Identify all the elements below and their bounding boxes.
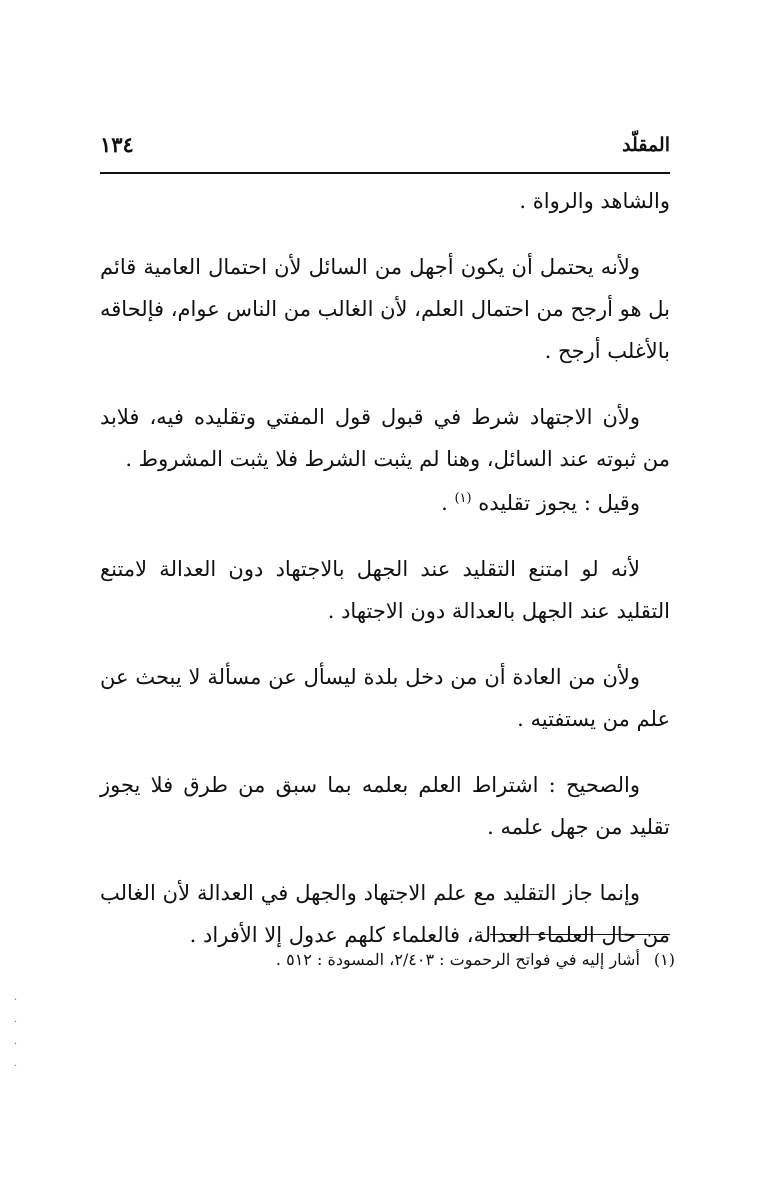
paragraph-end: . <box>441 491 448 515</box>
header-title: المقلّد <box>622 134 670 156</box>
footnote-text: أشار إليه في فواتح الرحموت : ٢/٤٠٣، المسودة : ٥١٢ . <box>275 950 640 969</box>
footnote-reference[interactable]: (١) <box>454 491 472 506</box>
paragraph: ولأن من العادة أن من دخل بلدة ليسأل عن مسألة لا يبحث عن علم من يستفتيه . <box>100 665 670 731</box>
paragraph: ولأن الاجتهاد شرط في قبول قول المفتي وتقليده فيه، فلابد من ثبوته عند السائل، وهنا لم يثبت الشرط فلا يثبت المشروط . <box>100 405 670 471</box>
paragraph: وإنما جاز التقليد مع علم الاجتهاد والجهل في العدالة لأن الغالب من حال العلماء العدالة، فالعلماء كلهم عدول إلا الأفراد . <box>100 881 670 947</box>
main-text <box>100 180 670 980</box>
paragraph: لأنه لو امتنع التقليد عند الجهل بالاجتهاد دون العدالة لامتنع التقليد عند الجهل بالعدالة دون الاجتهاد . <box>100 557 670 623</box>
footnote-separator <box>490 934 670 935</box>
page-number: ١٣٤ <box>100 132 134 157</box>
paragraph: والصحيح : اشتراط العلم بعلمه بما سبق من طرق فلا يجوز تقليد من جهل علمه . <box>100 773 670 839</box>
paragraph <box>100 482 670 524</box>
paragraph: والشاهد والرواة . <box>519 189 670 213</box>
footnote <box>100 946 675 974</box>
scan-margin-marks: · · · · <box>14 995 18 1072</box>
header-rule <box>100 172 670 174</box>
paragraph-text: وقيل : يجوز تقليده <box>478 491 640 515</box>
footnote-number: (١) <box>653 950 675 969</box>
paragraph: ولأنه يحتمل أن يكون أجهل من السائل لأن احتمال العامية قائم بل هو أرجح من احتمال العلم، لأن الغالب من الناس عوام، فإلحاقه بالأغلب أرجح . <box>100 255 670 363</box>
running-header <box>100 128 670 172</box>
